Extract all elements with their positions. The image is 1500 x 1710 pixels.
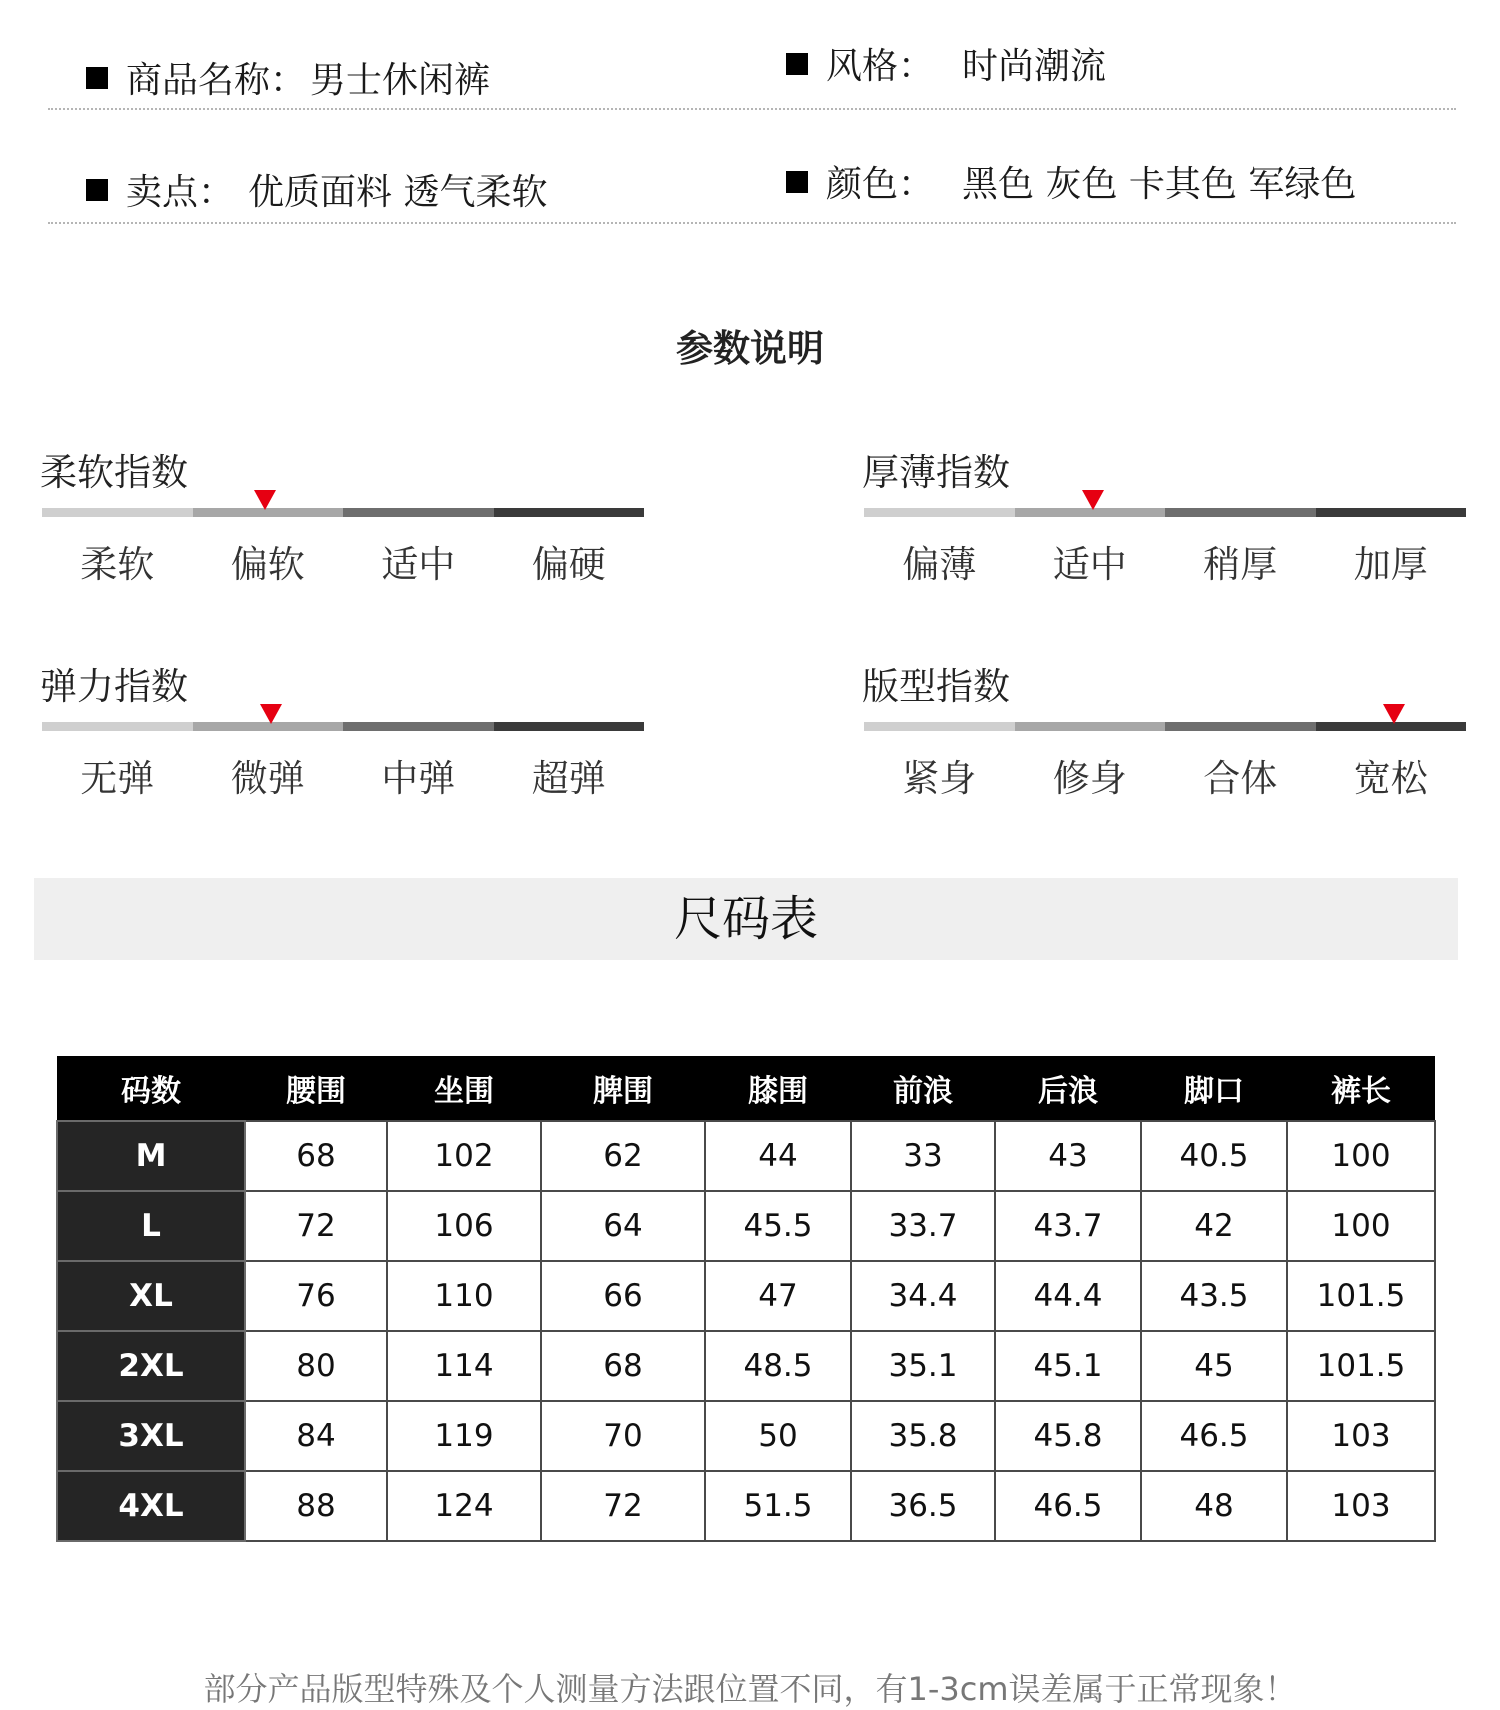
index-label: 加厚 [1353,543,1428,586]
table-cell: 45 [1141,1331,1287,1401]
table-cell: 46.5 [1141,1401,1287,1471]
product-name-value: 男士休闲裤 [310,60,491,101]
divider [48,108,1456,110]
size-cell: 4XL [57,1471,245,1541]
style-label: 风格： [826,46,935,87]
table-cell: 68 [541,1331,705,1401]
index-label: 合体 [1203,757,1278,800]
scale-segment [343,722,494,731]
product-name-item [86,52,490,103]
table-cell: 68 [245,1121,387,1191]
table-cell: 46.5 [995,1471,1141,1541]
table-cell: 44 [705,1121,851,1191]
table-cell: 80 [245,1331,387,1401]
table-cell: 100 [1287,1121,1435,1191]
index-label: 超弹 [531,757,606,800]
square-bullet-icon [86,67,108,89]
table-cell: 42 [1141,1191,1287,1261]
size-cell: M [57,1121,245,1191]
column-header: 裤长 [1287,1056,1435,1121]
table-cell: 47 [705,1261,851,1331]
size-chart-title: 尺码表 [673,891,818,947]
params-title: 参数说明 [676,327,824,370]
scale-segment [343,508,494,517]
index-label: 无弹 [80,757,155,800]
table-cell: 114 [387,1331,541,1401]
index-label: 偏薄 [902,543,977,586]
marker-triangle-icon [260,704,282,724]
color-item [786,156,1356,207]
index-labels [864,534,1466,588]
table-cell: 34.4 [851,1261,995,1331]
size-cell: L [57,1191,245,1261]
color-value: 黑色 灰色 卡其色 军绿色 [962,164,1357,205]
index-label: 紧身 [902,757,977,800]
size-cell: XL [57,1261,245,1331]
scale-segment [864,722,1015,731]
column-header: 脚口 [1141,1056,1287,1121]
table-row [57,1331,1435,1401]
scale-segment [42,722,193,731]
scale-segment [864,508,1015,517]
table-cell: 36.5 [851,1471,995,1541]
table-cell: 101.5 [1287,1261,1435,1331]
column-header: 脾围 [541,1056,705,1121]
scale-segment [494,508,645,517]
square-bullet-icon [786,53,808,75]
index-scale-bar [42,722,644,731]
table-cell: 43 [995,1121,1141,1191]
column-header: 码数 [57,1056,245,1121]
table-cell: 33.7 [851,1191,995,1261]
marker-triangle-icon [254,490,276,510]
index-labels [864,748,1466,802]
column-header: 腰围 [245,1056,387,1121]
index-title: 厚薄指数 [862,451,1010,494]
table-cell: 45.1 [995,1331,1141,1401]
measurement-note: 部分产品版型特殊及个人测量方法跟位置不同，有1-3cm误差属于正常现象！ [203,1670,1297,1708]
table-row [57,1401,1435,1471]
divider [48,222,1456,224]
column-header: 膝围 [705,1056,851,1121]
index-label: 偏硬 [531,543,606,586]
column-header: 坐围 [387,1056,541,1121]
index-label: 微弹 [230,757,305,800]
table-cell: 76 [245,1261,387,1331]
table-cell: 35.1 [851,1331,995,1401]
table-cell: 119 [387,1401,541,1471]
index-label: 稍厚 [1203,543,1278,586]
table-header-row [57,1056,1435,1121]
index-label: 适中 [381,543,456,586]
size-chart-banner [34,878,1458,960]
index-labels [42,534,644,588]
table-row [57,1471,1435,1541]
index-scale-bar [864,722,1466,731]
size-table [56,1056,1436,1542]
table-cell: 40.5 [1141,1121,1287,1191]
scale-segment [494,722,645,731]
table-cell: 100 [1287,1191,1435,1261]
table-cell: 35.8 [851,1401,995,1471]
index-label: 修身 [1052,757,1127,800]
square-bullet-icon [786,171,808,193]
table-cell: 103 [1287,1471,1435,1541]
index-label: 中弹 [381,757,456,800]
table-cell: 102 [387,1121,541,1191]
table-cell: 84 [245,1401,387,1471]
index-title: 柔软指数 [40,451,188,494]
table-row [57,1191,1435,1261]
table-cell: 44.4 [995,1261,1141,1331]
table-cell: 51.5 [705,1471,851,1541]
index-scale-bar [864,508,1466,517]
index-label: 宽松 [1353,757,1428,800]
index-title: 弹力指数 [40,665,188,708]
table-cell: 45.5 [705,1191,851,1261]
scale-segment [1316,508,1467,517]
table-cell: 43.7 [995,1191,1141,1261]
size-cell: 3XL [57,1401,245,1471]
table-cell: 62 [541,1121,705,1191]
table-row [57,1261,1435,1331]
size-cell: 2XL [57,1331,245,1401]
square-bullet-icon [86,179,108,201]
selling-point-label: 卖点： [126,172,235,213]
table-cell: 70 [541,1401,705,1471]
table-cell: 33 [851,1121,995,1191]
style-item [786,38,1106,89]
index-labels [42,748,644,802]
table-cell: 72 [541,1471,705,1541]
table-cell: 64 [541,1191,705,1261]
index-label: 偏软 [230,543,305,586]
selling-point-value: 优质面料 透气柔软 [248,172,548,213]
table-cell: 48.5 [705,1331,851,1401]
marker-triangle-icon [1082,490,1104,510]
table-cell: 45.8 [995,1401,1141,1471]
color-label: 颜色： [826,164,935,205]
table-row [57,1121,1435,1191]
index-label: 柔软 [80,543,155,586]
marker-triangle-icon [1383,704,1405,724]
scale-segment [42,508,193,517]
table-cell: 110 [387,1261,541,1331]
table-cell: 43.5 [1141,1261,1287,1331]
scale-segment [1015,722,1166,731]
product-name-label: 商品名称： [126,60,307,101]
table-cell: 106 [387,1191,541,1261]
index-scale-bar [42,508,644,517]
table-cell: 50 [705,1401,851,1471]
style-value: 时尚潮流 [962,46,1107,87]
selling-point-item [86,164,547,215]
table-cell: 124 [387,1471,541,1541]
table-cell: 88 [245,1471,387,1541]
table-cell: 72 [245,1191,387,1261]
table-cell: 66 [541,1261,705,1331]
column-header: 后浪 [995,1056,1141,1121]
table-cell: 103 [1287,1401,1435,1471]
index-title: 版型指数 [862,665,1010,708]
index-label: 适中 [1052,543,1127,586]
scale-segment [1165,508,1316,517]
column-header: 前浪 [851,1056,995,1121]
table-cell: 48 [1141,1471,1287,1541]
table-cell: 101.5 [1287,1331,1435,1401]
scale-segment [1165,722,1316,731]
